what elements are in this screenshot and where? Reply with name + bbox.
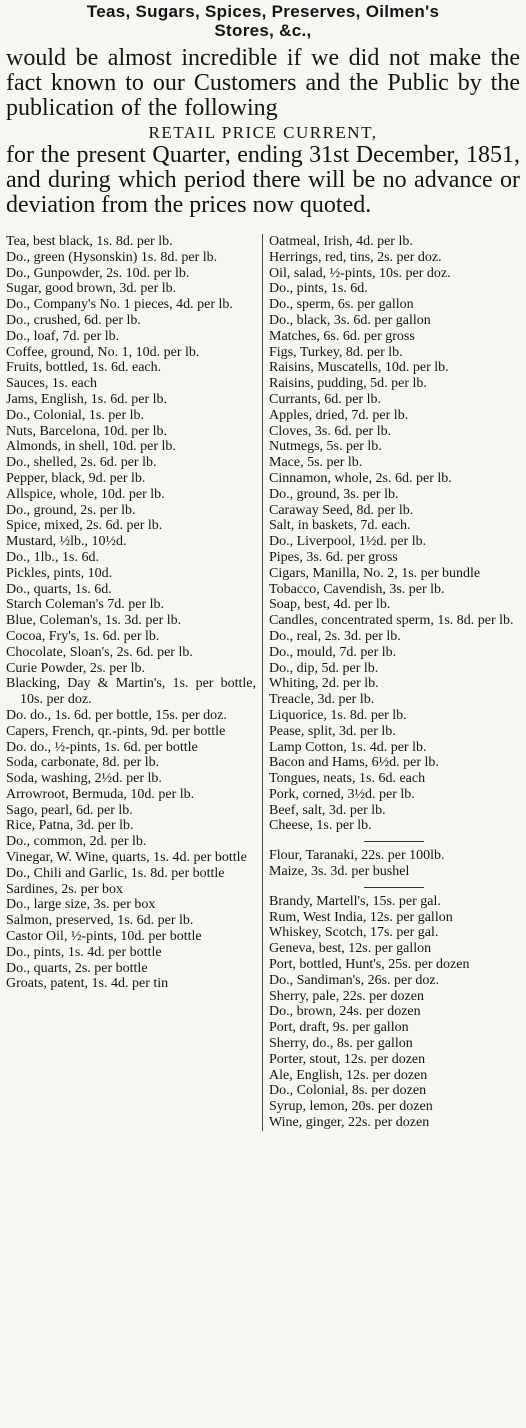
price-item: Tea, best black, 1s. 8d. per lb.: [6, 234, 173, 249]
price-item: Pepper, black, 9d. per lb.: [6, 470, 146, 486]
price-current-heading: RETAIL PRICE CURRENT,: [148, 123, 378, 142]
price-item: Do., black, 3s. 6d. per gallon: [269, 312, 431, 328]
price-item: Tobacco, Cavendish, 3s. per lb.: [269, 581, 445, 597]
price-item: Do., Colonial, 1s. per lb.: [6, 407, 145, 423]
price-item: Apples, dried, 7d. per lb.: [269, 407, 409, 423]
price-item: Starch Coleman's 7d. per lb.: [6, 597, 165, 613]
section-divider: [364, 841, 424, 842]
price-list-left-column: [6, 234, 262, 992]
price-item: Sauces, 1s. each: [6, 376, 97, 392]
price-item: Pease, split, 3d. per lb.: [269, 723, 396, 739]
price-item: Raisins, Muscatells, 10d. per lb.: [269, 360, 449, 376]
price-item: Salt, in baskets, 7d. each.: [269, 518, 411, 534]
price-list-right-column: [262, 234, 518, 1131]
right-column-flour: [269, 848, 518, 880]
price-item: Figs, Turkey, 8d. per lb.: [269, 344, 403, 360]
price-item: Do., Gunpowder, 2s. 10d. per lb.: [6, 265, 190, 281]
price-item: Do., mould, 7d. per lb.: [269, 644, 397, 660]
price-item: Oatmeal, Irish, 4d. per lb.: [269, 234, 413, 249]
price-item: Groats, patent, 1s. 4d. per tin: [6, 976, 169, 992]
price-item: Do., pints, 1s. 4d. per bottle: [6, 944, 162, 960]
price-item: Soda, carbonate, 8d. per lb.: [6, 755, 160, 771]
price-item: Rum, West India, 12s. per gallon: [269, 909, 453, 925]
price-item: Sherry, pale, 22s. per dozen: [269, 988, 424, 1004]
price-item: Treacle, 3d. per lb.: [269, 692, 375, 708]
headline-line-2: Stores, &c.,: [214, 21, 312, 40]
price-item: Do., crushed, 6d. per lb.: [6, 312, 141, 328]
price-item: Whiskey, Scotch, 17s. per gal.: [269, 925, 439, 941]
price-item: Syrup, lemon, 20s. per dozen: [269, 1099, 433, 1115]
price-item: Cocoa, Fry's, 1s. 6d. per lb.: [6, 628, 160, 644]
price-item: Capers, French, qr.-pints, 9d. per bottle: [6, 723, 226, 739]
price-item: Do., shelled, 2s. 6d. per lb.: [6, 455, 157, 471]
price-item: Almonds, in shell, 10d. per lb.: [6, 439, 176, 455]
price-item: Maize, 3s. 3d. per bushel: [269, 864, 410, 880]
price-item: Do., Sandiman's, 26s. per doz.: [269, 972, 440, 988]
price-item: Do., Chili and Garlic, 1s. 8d. per bottle: [6, 865, 225, 881]
price-item: Sago, pearl, 6d. per lb.: [6, 802, 133, 818]
price-item: Do., quarts, 1s. 6d.: [6, 581, 112, 597]
price-item: Do., pints, 1s. 6d.: [269, 281, 368, 297]
price-item: Do. do., 1s. 6d. per bottle, 15s. per doz.: [6, 707, 227, 723]
price-item: Beef, salt, 3d. per lb.: [269, 802, 386, 818]
price-item: Fruits, bottled, 1s. 6d. each.: [6, 360, 162, 376]
price-item: Matches, 6s. 6d. per gross: [269, 328, 415, 344]
price-item: Do., ground, 2s. per lb.: [6, 502, 136, 518]
section-divider: [364, 887, 424, 888]
price-item: Do., real, 2s. 3d. per lb.: [269, 628, 401, 644]
intro-paragraph: would be almost incredible if we did not make the fact known to our Customers and the Public by the publication of the following: [6, 45, 520, 121]
price-item: Cheese, 1s. per lb.: [269, 818, 372, 834]
price-item: Do., loaf, 7d. per lb.: [6, 328, 120, 344]
price-item: Soap, best, 4d. per lb.: [269, 597, 391, 613]
right-column-spirits: [269, 894, 518, 1131]
price-item: Cinnamon, whole, 2s. 6d. per lb.: [269, 470, 452, 486]
price-item: Flour, Taranaki, 22s. per 100lb.: [269, 848, 445, 864]
price-item: Sherry, do., 8s. per gallon: [269, 1036, 413, 1052]
price-item: Do., green (Hysonskin) 1s. 8d. per lb.: [6, 249, 218, 265]
price-item: Do., 1lb., 1s. 6d.: [6, 549, 99, 565]
price-item: Do., large size, 3s. per box: [6, 897, 156, 913]
price-item: Rice, Patna, 3d. per lb.: [6, 818, 134, 834]
price-item: Sugar, good brown, 3d. per lb.: [6, 281, 177, 297]
price-item: Nuts, Barcelona, 10d. per lb.: [6, 423, 167, 439]
price-item: Do., ground, 3s. per lb.: [269, 486, 399, 502]
price-item: Pork, corned, 3½d. per lb.: [269, 786, 415, 802]
price-item: Do., dip, 5d. per lb.: [269, 660, 379, 676]
price-item: Currants, 6d. per lb.: [269, 391, 381, 407]
price-item: Do., Liverpool, 1½d. per lb.: [269, 534, 427, 550]
price-item: Do., quarts, 2s. per bottle: [6, 960, 148, 976]
price-item: Cigars, Manilla, No. 2, 1s. per bundle: [269, 565, 481, 581]
price-item: Blue, Coleman's, 1s. 3d. per lb.: [6, 613, 182, 629]
price-item: Cloves, 3s. 6d. per lb.: [269, 423, 392, 439]
price-item: Do. do., ½-pints, 1s. 6d. per bottle: [6, 739, 198, 755]
price-item: Spice, mixed, 2s. 6d. per lb.: [6, 518, 163, 534]
price-item: Herrings, red, tins, 2s. per doz.: [269, 249, 442, 265]
price-item: Do., common, 2d. per lb.: [6, 834, 147, 850]
price-item: Lamp Cotton, 1s. 4d. per lb.: [269, 739, 427, 755]
price-item: Do., brown, 24s. per dozen: [269, 1004, 421, 1020]
price-item: Jams, English, 1s. 6d. per lb.: [6, 391, 167, 407]
price-item: Do., Company's No. 1 pieces, 4d. per lb.: [6, 297, 233, 313]
price-item: Oil, salad, ½-pints, 10s. per doz.: [269, 265, 451, 281]
price-item: Pickles, pints, 10d.: [6, 565, 113, 581]
price-item: Port, draft, 9s. per gallon: [269, 1020, 409, 1036]
price-item: Raisins, pudding, 5d. per lb.: [269, 376, 427, 392]
price-item: Do., sperm, 6s. per gallon: [269, 297, 414, 313]
price-item: Mustard, ½lb., 10½d.: [6, 534, 127, 550]
price-item: Coffee, ground, No. 1, 10d. per lb.: [6, 344, 200, 360]
price-item: Whiting, 2d. per lb.: [269, 676, 379, 692]
price-item: Do., Colonial, 8s. per dozen: [269, 1083, 427, 1099]
price-item: Arrowroot, Bermuda, 10d. per lb.: [6, 786, 195, 802]
price-item: Sardines, 2s. per box: [6, 881, 124, 897]
price-item: Brandy, Martell's, 15s. per gal.: [269, 893, 441, 909]
price-item: Bacon and Hams, 6½d. per lb.: [269, 755, 439, 771]
price-item: Pipes, 3s. 6d. per gross: [269, 549, 398, 565]
price-item: Vinegar, W. Wine, quarts, 1s. 4d. per bottle: [6, 850, 247, 866]
price-item: Porter, stout, 12s. per dozen: [269, 1051, 426, 1067]
headline-line-1: Teas, Sugars, Spices, Preserves, Oilmen's: [86, 2, 440, 21]
price-item: Allspice, whole, 10d. per lb.: [6, 486, 165, 502]
price-item: Candles, concentrated sperm, 1s. 8d. per lb.: [269, 613, 514, 629]
right-column-groceries: [269, 234, 518, 834]
price-item: Mace, 5s. per lb.: [269, 455, 363, 471]
price-item: Salmon, preserved, 1s. 6d. per lb.: [6, 913, 194, 929]
headline: [6, 0, 520, 40]
price-item: Curie Powder, 2s. per lb.: [6, 660, 146, 676]
price-list: [6, 234, 520, 1131]
price-item: Blacking, Day & Martin's, 1s. per bottle, 10s. per doz.: [6, 676, 256, 708]
price-item: Caraway Seed, 8d. per lb.: [269, 502, 414, 518]
price-item: Port, bottled, Hunt's, 25s. per dozen: [269, 957, 470, 973]
price-item: Ale, English, 12s. per dozen: [269, 1067, 428, 1083]
price-item: Chocolate, Sloan's, 2s. 6d. per lb.: [6, 644, 193, 660]
quarter-paragraph: for the present Quarter, ending 31st December, 1851, and during which period there will be no advance or deviation from the prices now quoted.: [6, 142, 520, 218]
price-item: Soda, washing, 2½d. per lb.: [6, 771, 162, 787]
price-item: Tongues, neats, 1s. 6d. each: [269, 771, 426, 787]
price-item: Nutmegs, 5s. per lb.: [269, 439, 382, 455]
price-item: Castor Oil, ½-pints, 10d. per bottle: [6, 929, 202, 945]
price-item: Geneva, best, 12s. per gallon: [269, 941, 432, 957]
price-item: Wine, ginger, 22s. per dozen: [269, 1115, 430, 1131]
price-item: Liquorice, 1s. 8d. per lb.: [269, 707, 407, 723]
